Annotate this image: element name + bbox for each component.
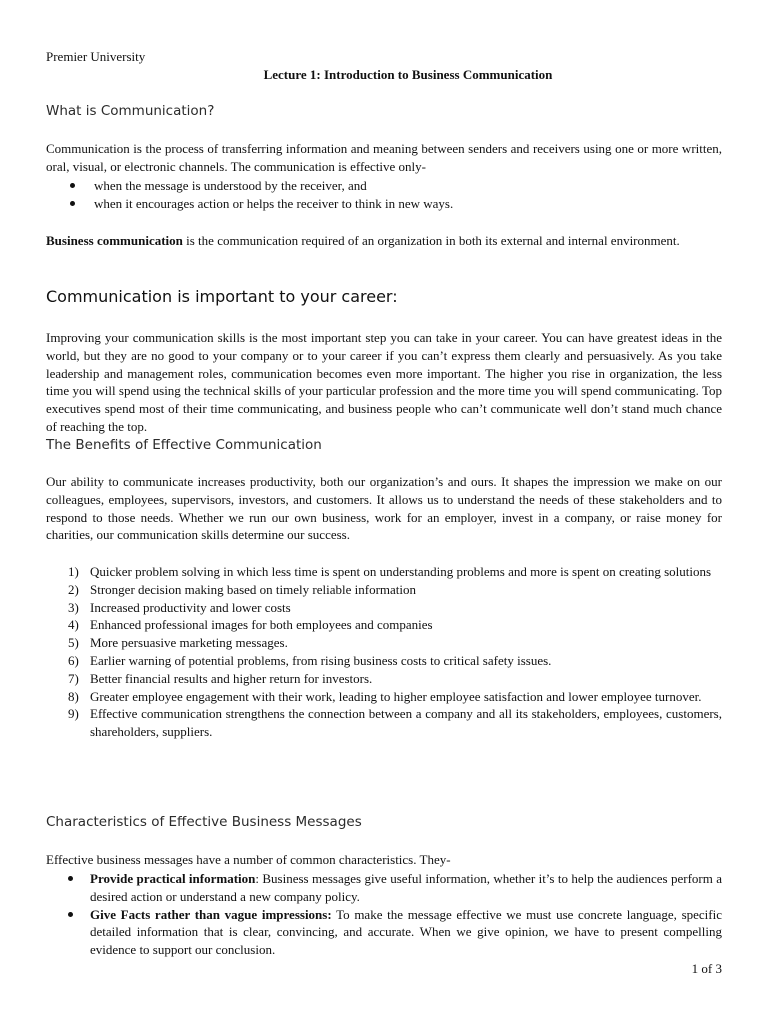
- paragraph-career: Improving your communication skills is the most important step you can take in your career. You can have greatest ideas in the world, but they are no good to your company or to your career if you can’t express them clearly and persuasively. As you take leadership and management roles, communication becomes even more important. The higher you rise in organization, the less time you will spend using the technical skills of your particular profession and the more time you will spend communicating. Top executives spend most of their time communicating, and business people who can’t communicate well don’t stand much chance of reaching the top.: [46, 330, 722, 434]
- paragraph-definition: Communication is the process of transferring information and meaning between senders and receivers using one or more written, oral, visual, or electronic channels. The communication is effective only-: [46, 141, 722, 174]
- heading-what-is-communication: What is Communication?: [46, 103, 215, 119]
- characteristics-list: [46, 870, 722, 959]
- bullet-icon: [70, 183, 75, 188]
- list-item: 3) Increased productivity and lower costs: [68, 599, 291, 615]
- list-item: 1) Quicker problem solving in which less time is spent on understanding problems and more is spent on creating solutions: [68, 564, 712, 579]
- list-item: when it encourages action or helps the receiver to think in new ways.: [46, 195, 722, 213]
- list-item: Provide practical information: Business messages give useful information, whether it’s to help the audiences perform a desired action or understand a new company policy.: [46, 870, 722, 906]
- list-item: when the message is understood by the receiver, and: [46, 177, 722, 195]
- bullet-icon: [70, 201, 75, 206]
- term-business-communication: Business communication: [46, 233, 183, 248]
- list-item: 9) Effective communication strengthens the connection between a company and all its stakeholders, employees, customers, shareholders, suppliers.: [68, 706, 722, 740]
- heading-characteristics: Characteristics of Effective Business Messages: [46, 814, 362, 830]
- paragraph-benefits: Our ability to communicate increases productivity, both our organization’s and ours. It shapes the impression we make on our colleagues, employees, supervisors, investors, and customers. It allows us to understand the needs of these stakeholders and to respond to those needs. Whether we run our own business, work for an employer, invest in a company, or raise money for charities, our communication skills determine our success.: [46, 474, 722, 543]
- paragraph-characteristics-intro: Effective business messages have a number of common characteristics. They-: [46, 852, 451, 867]
- benefits-list: [46, 563, 722, 741]
- list-item: 6) Earlier warning of potential problems, from rising business costs to critical safety issues.: [68, 652, 552, 668]
- list-item: Give Facts rather than vague impressions: To make the message effective we must use concrete language, specific detailed information that is clear, convincing, and accurate. When we give opinion, we have to present compelling evidence to support our conclusion.: [46, 906, 722, 959]
- list-item: 5) More persuasive marketing messages.: [68, 635, 288, 651]
- institution-name: Premier University: [46, 49, 146, 64]
- list-item: 8) Greater employee engagement with their work, leading to higher employee satisfaction and lower employee turnover.: [68, 688, 702, 704]
- bullet-icon: [68, 876, 73, 881]
- list-item: 4) Enhanced professional images for both employees and companies: [68, 617, 433, 633]
- page-number: 1 of 3: [691, 961, 722, 976]
- bullet-icon: [68, 912, 73, 917]
- heading-important-to-career: Communication is important to your career:: [46, 287, 398, 306]
- list-item: 7) Better financial results and higher return for investors.: [68, 670, 373, 686]
- paragraph-business-communication: Business communication is the communication required of an organization in both its external and internal environment.: [46, 233, 680, 248]
- list-item: 2) Stronger decision making based on timely reliable information: [68, 581, 417, 597]
- effective-conditions-list: [46, 177, 722, 213]
- lecture-title: Lecture 1: Introduction to Business Communication: [263, 67, 553, 82]
- heading-benefits: The Benefits of Effective Communication: [46, 437, 322, 453]
